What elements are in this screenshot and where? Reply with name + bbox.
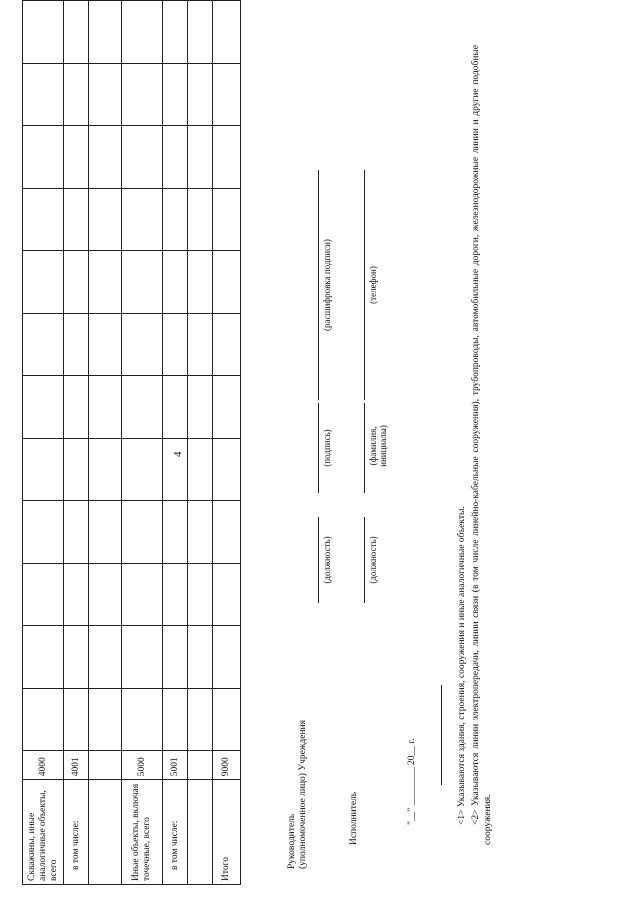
table-cell <box>122 1 163 64</box>
table-cell <box>64 251 89 314</box>
signature-caption: (подпись) <box>322 429 332 467</box>
footnote-1: <1> Указываются здания, строения, сооружения и иные аналогичные объекты. <box>457 506 467 825</box>
table-cell <box>122 438 163 501</box>
table-cell <box>122 63 163 126</box>
table-cell <box>122 376 163 439</box>
footnote-2: <2> Указываются линии электропередачи, линии связи (в том числе линейно-кабельные сооружения), трубопроводы, автомобильные дороги, железнодорожные линии и другие подобные сооружения. <box>471 45 493 845</box>
table-cell <box>163 501 188 564</box>
table-cell <box>188 126 213 189</box>
table-row <box>163 1 188 885</box>
table-cell <box>64 313 89 376</box>
table-cell <box>122 563 163 626</box>
table-cell <box>188 188 213 251</box>
decoding-line <box>318 170 319 400</box>
table-cell <box>23 188 64 251</box>
table-cell <box>89 376 122 439</box>
table-cell <box>188 501 213 564</box>
row-code: 5000 <box>122 751 163 780</box>
table-cell <box>122 126 163 189</box>
table-cell <box>64 563 89 626</box>
table-cell <box>122 688 163 751</box>
table-cell <box>122 251 163 314</box>
table-cell <box>188 438 213 501</box>
table-row <box>64 1 89 885</box>
row-name: Итого <box>213 780 241 885</box>
table-cell <box>89 63 122 126</box>
table-cell <box>188 313 213 376</box>
table-cell <box>23 251 64 314</box>
table-cell <box>163 563 188 626</box>
table-cell <box>64 688 89 751</box>
date-line: "__" ________ 20__ г. <box>407 738 417 825</box>
row-code: 4001 <box>64 751 89 780</box>
table-cell <box>163 63 188 126</box>
table-cell <box>23 626 64 689</box>
table-cell <box>122 188 163 251</box>
row-name: в том числе: <box>163 780 188 885</box>
table-row <box>122 1 163 885</box>
position-caption: (должность) <box>322 536 332 584</box>
table-cell <box>89 501 122 564</box>
row-code: 4000 <box>23 751 64 780</box>
page-number: 4 <box>172 451 184 457</box>
table-cell <box>163 688 188 751</box>
table-cell <box>23 376 64 439</box>
table-cell <box>213 438 241 501</box>
table-cell <box>188 688 213 751</box>
table-cell <box>188 376 213 439</box>
table-cell <box>213 501 241 564</box>
table-cell <box>64 1 89 64</box>
executor-position-caption: (должность) <box>368 536 378 584</box>
row-code: 5001 <box>163 751 188 780</box>
table-row <box>213 1 241 885</box>
table-cell <box>213 376 241 439</box>
table-cell <box>213 251 241 314</box>
row-name <box>188 780 213 885</box>
table-cell <box>163 251 188 314</box>
table-cell <box>89 438 122 501</box>
table-cell <box>64 63 89 126</box>
table-cell <box>89 313 122 376</box>
table-cell <box>64 188 89 251</box>
table-cell <box>64 126 89 189</box>
table-cell <box>213 688 241 751</box>
table-cell <box>89 126 122 189</box>
table-cell <box>64 438 89 501</box>
executor-name-line <box>364 403 365 493</box>
table-cell <box>122 501 163 564</box>
table-cell <box>23 126 64 189</box>
table-cell <box>64 501 89 564</box>
table-cell <box>188 251 213 314</box>
table-cell <box>89 188 122 251</box>
table-cell <box>23 63 64 126</box>
table-cell <box>188 1 213 64</box>
row-code <box>188 751 213 780</box>
table-cell <box>23 501 64 564</box>
table-cell <box>23 438 64 501</box>
table-cell <box>163 1 188 64</box>
table-cell <box>213 1 241 64</box>
table-cell <box>213 63 241 126</box>
row-name: Скважины, иные аналогичные объекты, всего <box>23 780 64 885</box>
row-name: Иные объекты, включая точечные, всего <box>122 780 163 885</box>
table-cell <box>213 563 241 626</box>
phone-caption: (телефон) <box>368 266 378 304</box>
table-cell <box>213 626 241 689</box>
executor-name-caption: (фамилия, инициалы) <box>368 425 388 467</box>
table-cell <box>188 563 213 626</box>
decoding-caption: (расшифровка подписи) <box>322 239 332 331</box>
table-cell <box>23 1 64 64</box>
position-line <box>318 517 319 603</box>
table-cell <box>122 626 163 689</box>
footnote-separator <box>441 685 442 785</box>
row-name: в том числе: <box>64 780 89 885</box>
table-cell <box>64 376 89 439</box>
report-table <box>22 0 241 885</box>
table-cell <box>122 313 163 376</box>
head-label: Руководитель <box>287 813 297 869</box>
phone-line <box>364 170 365 400</box>
table-cell <box>64 626 89 689</box>
row-code <box>89 751 122 780</box>
table-cell <box>213 188 241 251</box>
table-cell <box>188 626 213 689</box>
signature-line <box>318 403 319 493</box>
table-cell <box>163 188 188 251</box>
table-cell <box>89 563 122 626</box>
executor-label: Исполнитель <box>349 791 359 845</box>
table-cell <box>89 688 122 751</box>
row-name <box>89 780 122 885</box>
table-cell <box>163 313 188 376</box>
table-cell <box>188 63 213 126</box>
table-cell <box>213 126 241 189</box>
table-cell <box>89 626 122 689</box>
table-row <box>23 1 64 885</box>
table-cell <box>163 376 188 439</box>
executor-position-line <box>364 517 365 603</box>
table-cell <box>163 438 188 501</box>
table-cell <box>23 563 64 626</box>
table-cell <box>23 313 64 376</box>
table-row <box>188 1 213 885</box>
head-authority-label: (уполномоченное лицо) Учреждения <box>298 720 308 869</box>
table-cell <box>23 688 64 751</box>
table-cell <box>89 251 122 314</box>
table-cell <box>213 313 241 376</box>
row-code: 9000 <box>213 751 241 780</box>
table-cell <box>163 126 188 189</box>
table-cell <box>89 1 122 64</box>
table-row <box>89 1 122 885</box>
table-cell <box>163 626 188 689</box>
